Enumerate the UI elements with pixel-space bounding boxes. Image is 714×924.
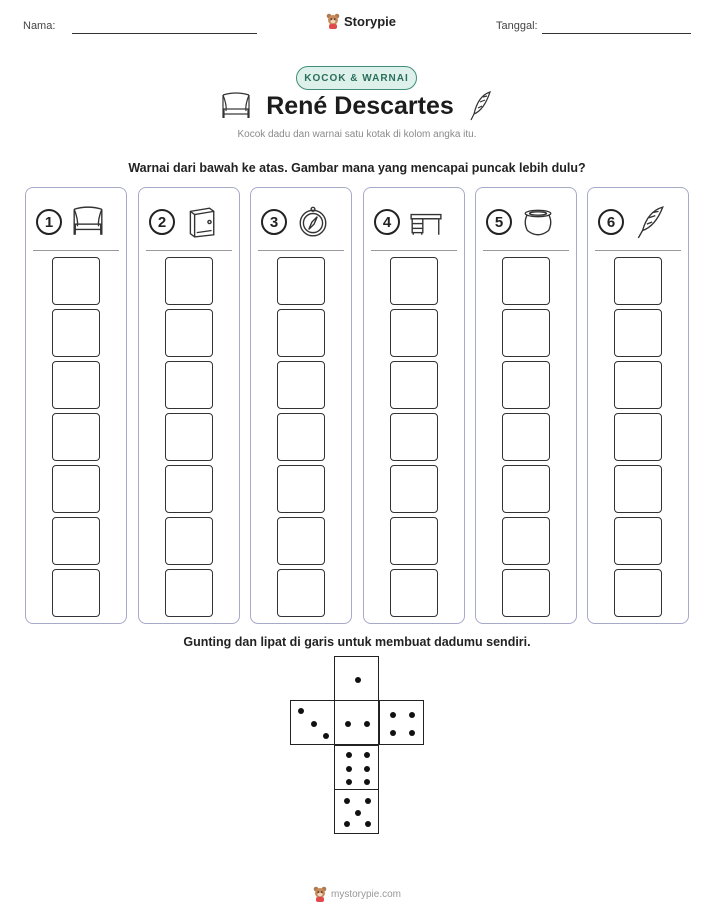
dice-pip xyxy=(345,721,351,727)
color-column-4 xyxy=(363,187,465,624)
color-box[interactable] xyxy=(52,465,100,513)
brand-name: Storypie xyxy=(344,13,397,29)
color-box[interactable] xyxy=(614,309,662,357)
color-box[interactable] xyxy=(390,413,438,461)
color-box[interactable] xyxy=(52,569,100,617)
desk-icon xyxy=(408,205,444,239)
column-divider xyxy=(483,250,569,251)
dice-pip xyxy=(390,712,396,718)
name-line[interactable] xyxy=(72,33,257,34)
dice-pip xyxy=(390,730,396,736)
color-box[interactable] xyxy=(52,309,100,357)
color-column-6 xyxy=(587,187,689,624)
dice-face-3 xyxy=(290,700,335,745)
footer xyxy=(0,886,714,902)
dice-pip xyxy=(346,752,352,758)
column-divider xyxy=(258,250,344,251)
color-column-3 xyxy=(250,187,352,624)
color-box[interactable] xyxy=(390,517,438,565)
column-divider xyxy=(371,250,457,251)
dice-pip xyxy=(409,730,415,736)
color-box[interactable] xyxy=(502,517,550,565)
color-box[interactable] xyxy=(390,569,438,617)
color-box[interactable] xyxy=(165,361,213,409)
column-header xyxy=(36,202,118,242)
column-number: 6 xyxy=(598,209,624,235)
pot-icon xyxy=(520,205,556,239)
instruction-text: Warnai dari bawah ke atas. Gambar mana yang mencapai puncak lebih dulu? xyxy=(128,161,586,175)
column-divider xyxy=(33,250,119,251)
color-box[interactable] xyxy=(52,257,100,305)
dice-face-5 xyxy=(334,789,379,834)
color-box[interactable] xyxy=(277,465,325,513)
color-box[interactable] xyxy=(614,517,662,565)
activity-badge: KOCOK & WARNAI xyxy=(296,66,417,90)
color-box[interactable] xyxy=(277,517,325,565)
canopy-bed-icon xyxy=(70,205,106,239)
color-box[interactable] xyxy=(502,309,550,357)
bear-mascot-icon xyxy=(313,886,327,902)
cut-instruction: Gunting dan lipat di garis untuk membuat dadumu sendiri. xyxy=(183,635,531,649)
color-column-2 xyxy=(138,187,240,624)
color-box[interactable] xyxy=(614,569,662,617)
quill-icon xyxy=(468,90,494,122)
color-box[interactable] xyxy=(277,257,325,305)
column-number: 2 xyxy=(149,209,175,235)
dice-face-2 xyxy=(334,700,379,745)
color-box[interactable] xyxy=(277,309,325,357)
dice-pip xyxy=(311,721,317,727)
color-box[interactable] xyxy=(390,309,438,357)
color-box[interactable] xyxy=(52,517,100,565)
dice-pip xyxy=(409,712,415,718)
column-header xyxy=(374,202,456,242)
column-number: 5 xyxy=(486,209,512,235)
dice-pip xyxy=(364,752,370,758)
color-box[interactable] xyxy=(165,413,213,461)
color-box[interactable] xyxy=(614,413,662,461)
color-box[interactable] xyxy=(52,413,100,461)
color-box[interactable] xyxy=(502,361,550,409)
page-title: René Descartes xyxy=(266,91,454,120)
book-icon xyxy=(183,205,219,239)
color-box[interactable] xyxy=(614,361,662,409)
dice-pip xyxy=(344,821,350,827)
bear-mascot-icon xyxy=(326,13,340,29)
dice-pip xyxy=(365,821,371,827)
color-box[interactable] xyxy=(165,465,213,513)
dice-pip xyxy=(355,677,361,683)
column-divider xyxy=(595,250,681,251)
color-column-1 xyxy=(25,187,127,624)
compass-icon xyxy=(295,205,331,239)
color-box[interactable] xyxy=(502,465,550,513)
color-box[interactable] xyxy=(277,361,325,409)
color-box[interactable] xyxy=(614,465,662,513)
color-box[interactable] xyxy=(165,569,213,617)
color-box[interactable] xyxy=(502,257,550,305)
column-header xyxy=(149,202,231,242)
color-box[interactable] xyxy=(502,413,550,461)
column-number: 4 xyxy=(374,209,400,235)
dice-pip xyxy=(365,798,371,804)
dice-pip xyxy=(344,798,350,804)
column-number: 1 xyxy=(36,209,62,235)
column-number: 3 xyxy=(261,209,287,235)
column-divider xyxy=(146,250,232,251)
color-box[interactable] xyxy=(277,413,325,461)
dice-pip xyxy=(364,721,370,727)
color-box[interactable] xyxy=(52,361,100,409)
color-box[interactable] xyxy=(614,257,662,305)
column-header xyxy=(261,202,343,242)
dice-pip xyxy=(323,733,329,739)
canopy-bed-icon xyxy=(220,91,252,121)
color-box[interactable] xyxy=(165,257,213,305)
brand-logo xyxy=(326,13,396,29)
subtitle: Kocok dadu dan warnai satu kotak di kolom angka itu. xyxy=(237,129,477,140)
dice-pip xyxy=(364,779,370,785)
name-label: Nama: xyxy=(23,20,56,32)
color-box[interactable] xyxy=(165,309,213,357)
date-label: Tanggal: xyxy=(496,20,538,32)
color-box[interactable] xyxy=(165,517,213,565)
dice-face-1 xyxy=(334,656,379,701)
color-box[interactable] xyxy=(277,569,325,617)
quill-icon xyxy=(632,205,668,239)
column-header xyxy=(598,202,680,242)
dice-face-6 xyxy=(334,745,379,790)
dice-pip xyxy=(364,766,370,772)
dice-face-4 xyxy=(379,700,424,745)
footer-url[interactable]: mystorypie.com xyxy=(330,888,401,900)
color-box[interactable] xyxy=(390,257,438,305)
color-box[interactable] xyxy=(390,465,438,513)
dice-pip xyxy=(346,779,352,785)
date-line[interactable] xyxy=(542,33,691,34)
color-box[interactable] xyxy=(390,361,438,409)
color-column-5 xyxy=(475,187,577,624)
title-row xyxy=(0,90,714,122)
dice-pip xyxy=(298,708,304,714)
dice-pip xyxy=(346,766,352,772)
color-box[interactable] xyxy=(502,569,550,617)
column-header xyxy=(486,202,568,242)
dice-pip xyxy=(355,810,361,816)
